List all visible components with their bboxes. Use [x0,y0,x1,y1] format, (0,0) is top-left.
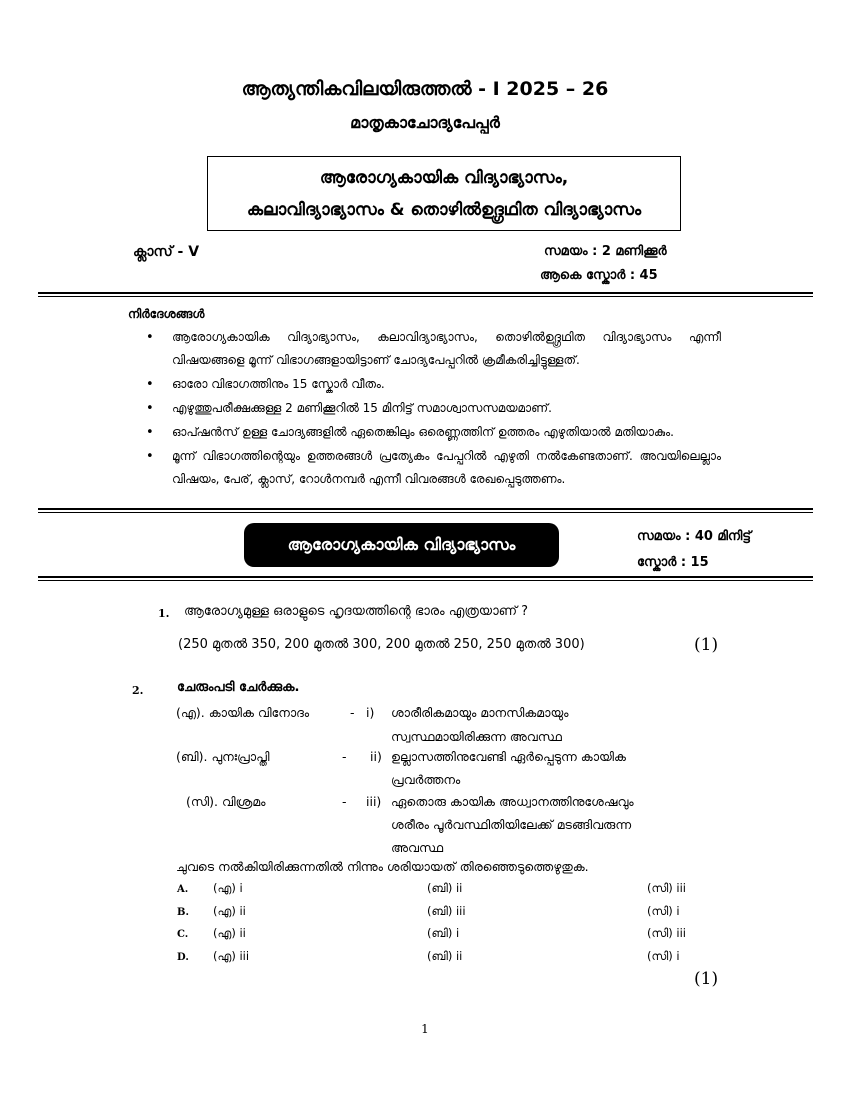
choice-c: (സി) i [647,904,680,918]
match-right-line: സ്വസ്ഥമായിരിക്കുന്ന അവസ്ഥ [391,729,562,744]
question-text: ചേരുംപടി ചേർക്കുക. [177,680,300,695]
question-text: ആരോഗ്യമുള്ള ഒരാളുടെ ഹൃദയത്തിന്റെ ഭാരം എത്രയാണ് ? [184,604,529,619]
subject-line-1: ആരോഗ്യകായിക വിദ്യാഭ്യാസം, [319,168,569,188]
exam-title: ആത്യന്തികവിലയിരുത്തൽ - I 2025 – 26 [241,78,609,100]
instructions-list [146,326,721,491]
match-left-item: (ബി). പുനഃപ്രാപ്തി [176,749,270,764]
match-dash: - [342,749,347,764]
match-right-line: ശരീരം പൂർവസ്ഥിതിയിലേക്ക് മടങ്ങിവരുന്ന [391,817,632,832]
exam-subtitle: മാതൃകാചോദ്യപേപ്പർ [350,113,500,132]
choice-b: (ബി) ii [427,949,463,963]
choice-a: (എ) i [213,881,243,895]
match-left-item: (സി). വിശ്രമം [186,794,266,809]
subject-line-2: കലാവിദ്യാഭ്യാസം & തൊഴിൽഉദ്ഗ്രഥിത വിദ്യാഭ്യാസം [246,200,642,220]
choice-c: (സി) i [647,949,680,963]
choice-c: (സി) iii [647,881,686,895]
choice-b: (ബി) ii [427,881,463,895]
bullet-icon: • [146,425,154,440]
choice-label: B. [177,907,189,918]
divider [38,292,813,294]
time-label: സമയം : 2 മണിക്കൂർ [544,244,667,259]
match-right-line: ശാരീരികമായും മാനസികമായും [391,705,569,720]
bullet-icon: • [146,330,154,345]
match-right-number: ii) [370,749,382,764]
instruction-item: • ഓപ്ഷൻസ് ഉള്ള ചോദ്യങ്ങളിൽ ഏതെങ്കിലും ഒരെണ്ണത്തിന് ഉത്തരം എഴുതിയാൽ മതിയാകും. [146,421,721,444]
match-right-line: ഉല്ലാസത്തിനുവേണ്ടി ഏർപ്പെടുന്ന കായിക [391,749,626,764]
section-score: സ്കോർ : 15 [637,555,709,570]
question-options: (250 മുതൽ 350, 200 മുതൽ 300, 200 മുതൽ 250, 250 മുതൽ 300) [178,637,585,652]
match-left-item: (എ). കായിക വിനോദം [176,705,310,720]
choice-label: A. [177,884,189,895]
match-dash: - [350,705,355,720]
instructions-heading: നിർദേശങ്ങൾ [128,307,205,321]
bullet-icon: • [146,377,154,392]
class-label: ക്ലാസ് - V [133,244,200,260]
instruction-item: • മൂന്ന് വിഭാഗത്തിന്റെയും ഉത്തരങ്ങൾ പ്രത്യേകം പേപ്പറിൽ എഴുതി നൽകേണ്ടതാണ്. അവയിലെല്ലാം വിഷയം, പേര്, ക്ലാസ്, റോൾനമ്പർ എന്നീ വിവരങ്ങൾ രേഖപ്പെടുത്തണം. [146,445,721,491]
instruction-item: • എഴുത്തുപരീക്ഷക്കുള്ള 2 മണിക്കൂറിൽ 15 മിനിട്ട് സമാശ്വാസസമയമാണ്. [146,397,721,420]
section-time: സമയം : 40 മിനിട്ട് [637,529,752,544]
choice-label: D. [177,952,189,963]
choice-a: (എ) iii [213,949,250,963]
divider [38,512,813,513]
match-right-line: പ്രവർത്തനം [391,772,461,787]
page-number: 1 [421,1022,429,1036]
match-right-number: iii) [366,794,382,809]
instruction-item: • ഓരോ വിഭാഗത്തിനും 15 സ്കോർ വീതം. [146,373,721,396]
match-right-number: i) [366,705,375,720]
question-instruction: ചുവടെ നൽകിയിരിക്കുന്നതിൽ നിന്നും ശരിയായത് തിരഞ്ഞെടുത്തെഴുതുക. [176,859,589,874]
choice-b: (ബി) i [427,926,460,940]
divider [38,296,813,297]
divider [38,508,813,510]
section-title: ആരോഗ്യകായിക വിദ്യാഭ്യാസം [245,524,558,566]
match-right-line: ഏതൊരു കായിക അധ്വാനത്തിനുശേഷവും [391,794,634,809]
total-score-label: ആകെ സ്കോർ : 45 [540,268,658,283]
match-right-line: അവസ്ഥ [391,840,444,855]
divider [38,580,813,581]
question-mark: (1) [694,969,719,989]
instruction-item: • ആരോഗ്യകായിക വിദ്യാഭ്യാസം, കലാവിദ്യാഭ്യാസം, തൊഴിൽഉദ്ഗ്രഥിത വിദ്യാഭ്യാസം എന്നീ വിഷയങ്ങളെ മൂന്ന് വിഭാഗങ്ങളായിട്ടാണ് ചോദ്യപേപ്പറിൽ ക്രമീകരിച്ചിട്ടുള്ളത്. [146,326,721,372]
question-mark: (1) [694,635,719,655]
choice-label: C. [177,929,189,940]
bullet-icon: • [146,401,154,416]
match-dash: - [342,794,347,809]
subject-box [207,156,681,231]
choice-b: (ബി) iii [427,904,466,918]
choice-a: (എ) ii [213,904,246,918]
choice-c: (സി) iii [647,926,686,940]
divider [38,576,813,578]
question-number: 2. [132,684,144,697]
question-number: 1. [158,607,170,620]
bullet-icon: • [146,449,154,464]
choice-a: (എ) ii [213,926,246,940]
